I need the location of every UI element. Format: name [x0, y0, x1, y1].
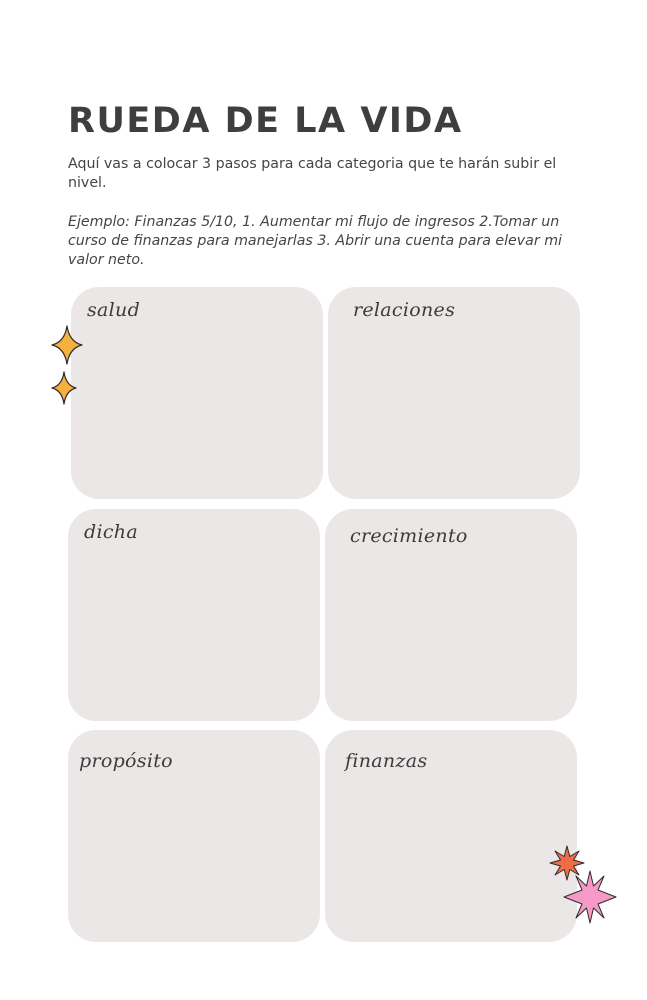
category-label-finanzas: finanzas	[345, 750, 428, 772]
category-card-relaciones[interactable]	[328, 287, 580, 499]
category-label-relaciones: relaciones	[353, 299, 456, 321]
category-card-salud[interactable]	[71, 287, 323, 499]
sparkle-icon	[51, 371, 77, 405]
pink-star-icon	[563, 870, 617, 924]
page-title: RUEDA DE LA VIDA	[68, 101, 463, 141]
category-label-crecimiento: crecimiento	[350, 525, 468, 547]
example-text: Ejemplo: Finanzas 5/10, 1. Aumentar mi flujo de ingresos 2.Tomar un curso de finanzas para manejarlas 3. Abrir una cuenta para elevar mi valor neto.	[68, 214, 562, 268]
intro-text: Aquí vas a colocar 3 pasos para cada categoria que te harán subir el nivel.	[68, 156, 557, 191]
category-card-finanzas[interactable]	[325, 730, 577, 942]
category-label-proposito: propósito	[79, 750, 173, 772]
category-card-proposito[interactable]	[68, 730, 320, 942]
sparkle-icon	[51, 325, 83, 365]
category-card-dicha[interactable]	[68, 509, 320, 721]
category-label-salud: salud	[87, 299, 141, 321]
category-label-dicha: dicha	[84, 521, 138, 543]
category-card-crecimiento[interactable]	[325, 509, 577, 721]
